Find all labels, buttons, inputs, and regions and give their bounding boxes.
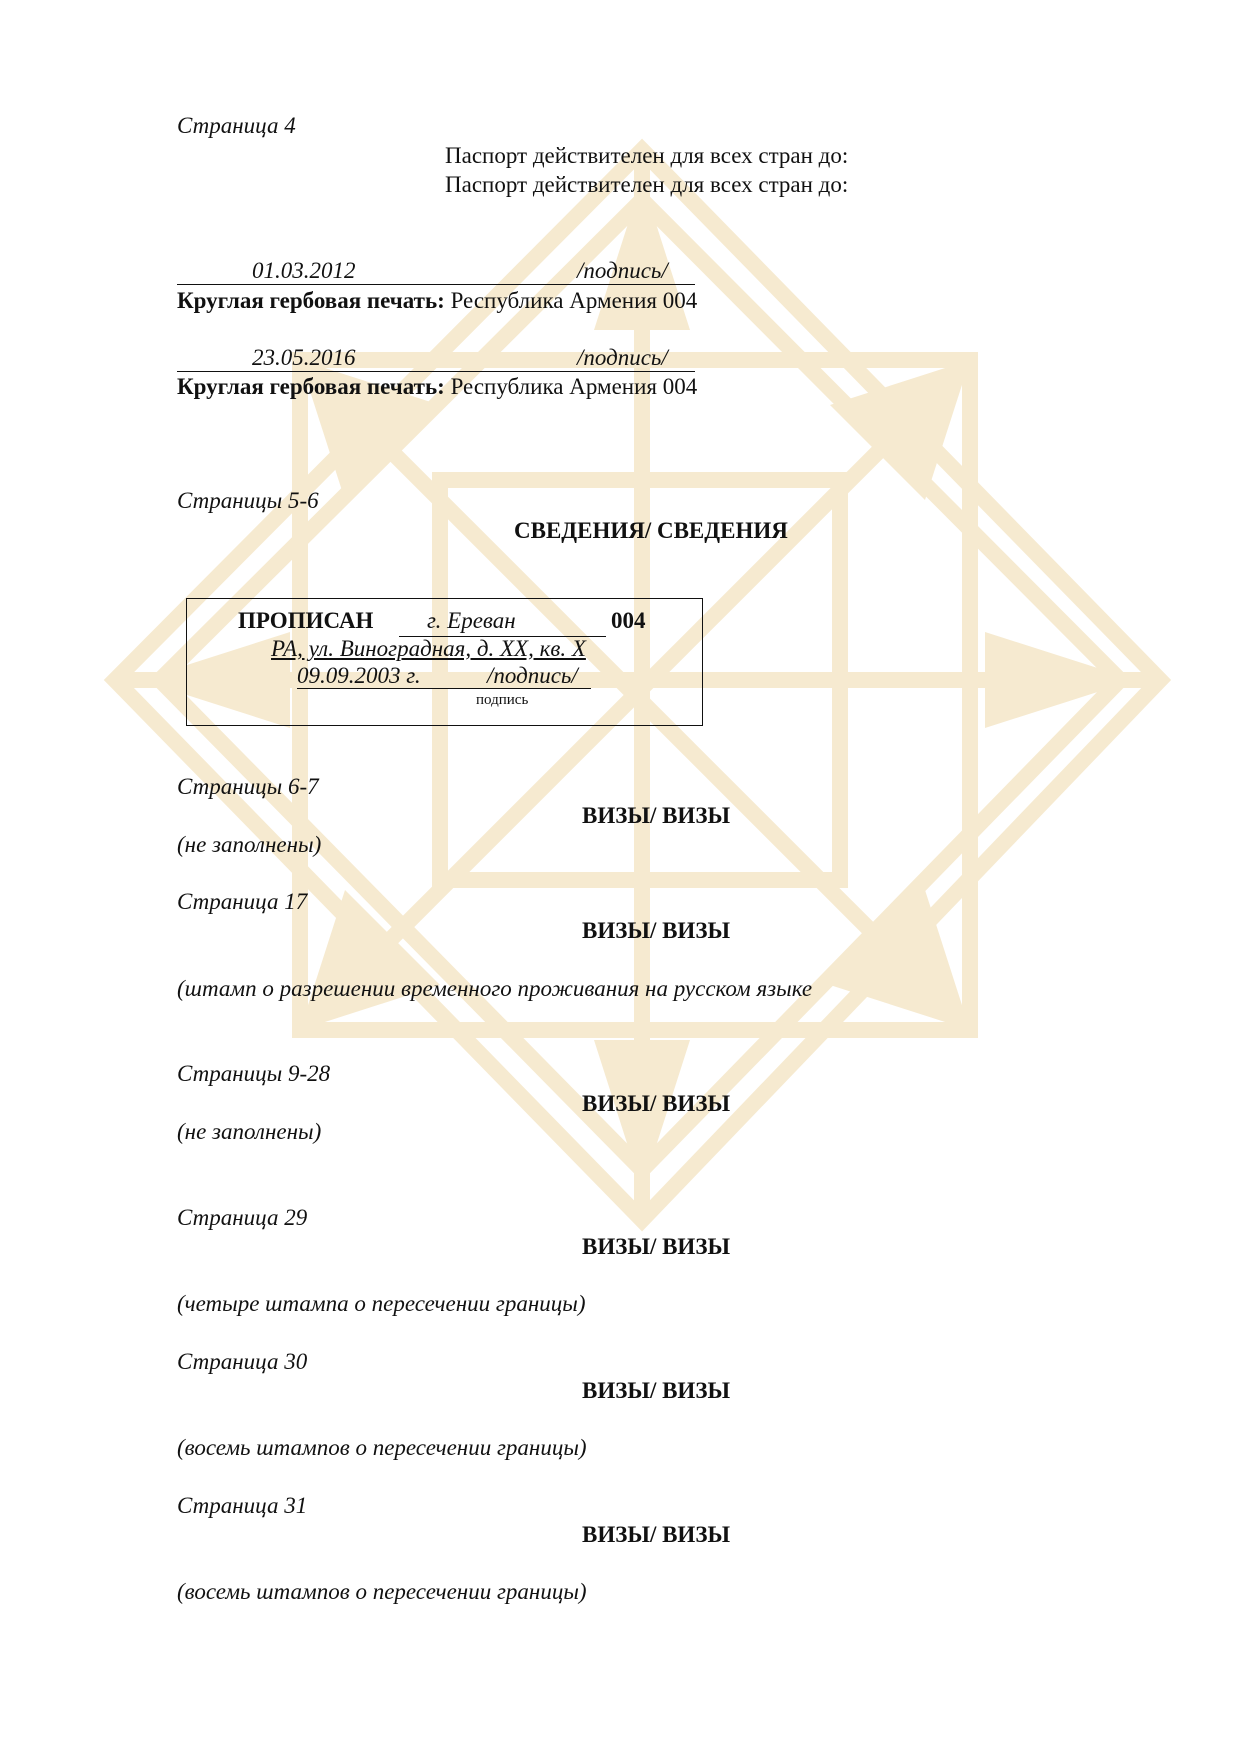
page-label: Страница 29 — [177, 1205, 308, 1230]
seal-value: Республика Армения 004 — [450, 374, 698, 399]
page-label: Страница 31 — [177, 1493, 308, 1518]
stamp-address: РА, ул. Виноградная, д. XX, кв. X — [271, 636, 586, 661]
entry-signature: /подпись/ — [577, 258, 668, 283]
section-heading: ВИЗЫ/ ВИЗЫ — [582, 803, 731, 828]
stamp-title: ПРОПИСАН — [238, 608, 374, 633]
section-heading: ВИЗЫ/ ВИЗЫ — [582, 1522, 731, 1547]
page-label: Страница 30 — [177, 1349, 308, 1374]
section-note: (не заполнены) — [177, 1119, 322, 1144]
page-label: Страницы 6-7 — [177, 774, 319, 799]
seal-label: Круглая гербовая печать: — [177, 374, 445, 399]
section-heading: ВИЗЫ/ ВИЗЫ — [582, 918, 731, 943]
section-note: (не заполнены) — [177, 832, 322, 857]
section-heading: ВИЗЫ/ ВИЗЫ — [582, 1234, 731, 1259]
seal-label: Круглая гербовая печать: — [177, 288, 445, 313]
signature-line — [177, 343, 695, 372]
section-heading: ВИЗЫ/ ВИЗЫ — [582, 1091, 731, 1116]
page-label: Страницы 9-28 — [177, 1061, 331, 1086]
section-note: (восемь штампов о пересечении границы) — [177, 1435, 587, 1460]
section-heading: ВИЗЫ/ ВИЗЫ — [582, 1378, 731, 1403]
page-label: Страницы 5-6 — [177, 488, 319, 513]
entry-signature: /подпись/ — [577, 345, 668, 370]
section-heading: СВЕДЕНИЯ/ СВЕДЕНИЯ — [514, 518, 788, 543]
stamp-code: 004 — [611, 608, 646, 633]
page-label: Страница 17 — [177, 889, 308, 914]
seal-line — [177, 287, 697, 315]
signature-line — [177, 256, 695, 285]
stamp-date: 09.09.2003 г. — [297, 663, 421, 688]
section-note: (штамп о разрешении временного проживания на русском языке — [177, 976, 813, 1001]
validity-line: Паспорт действителен для всех стран до: — [445, 172, 849, 197]
stamp-signature: /подпись/ — [487, 663, 578, 688]
entry-date: 01.03.2012 — [252, 258, 356, 283]
seal-line — [177, 373, 697, 401]
registration-stamp — [186, 598, 703, 726]
section-note: (восемь штампов о пересечении границы) — [177, 1579, 587, 1604]
seal-value: Республика Армения 004 — [450, 288, 698, 313]
page-label: Страница 4 — [177, 113, 296, 138]
validity-line: Паспорт действителен для всех стран до: — [445, 143, 849, 168]
stamp-city: г. Ереван — [427, 608, 516, 633]
entry-date: 23.05.2016 — [252, 345, 356, 370]
section-note: (четыре штампа о пересечении границы) — [177, 1291, 586, 1316]
stamp-caption: подпись — [476, 692, 529, 708]
